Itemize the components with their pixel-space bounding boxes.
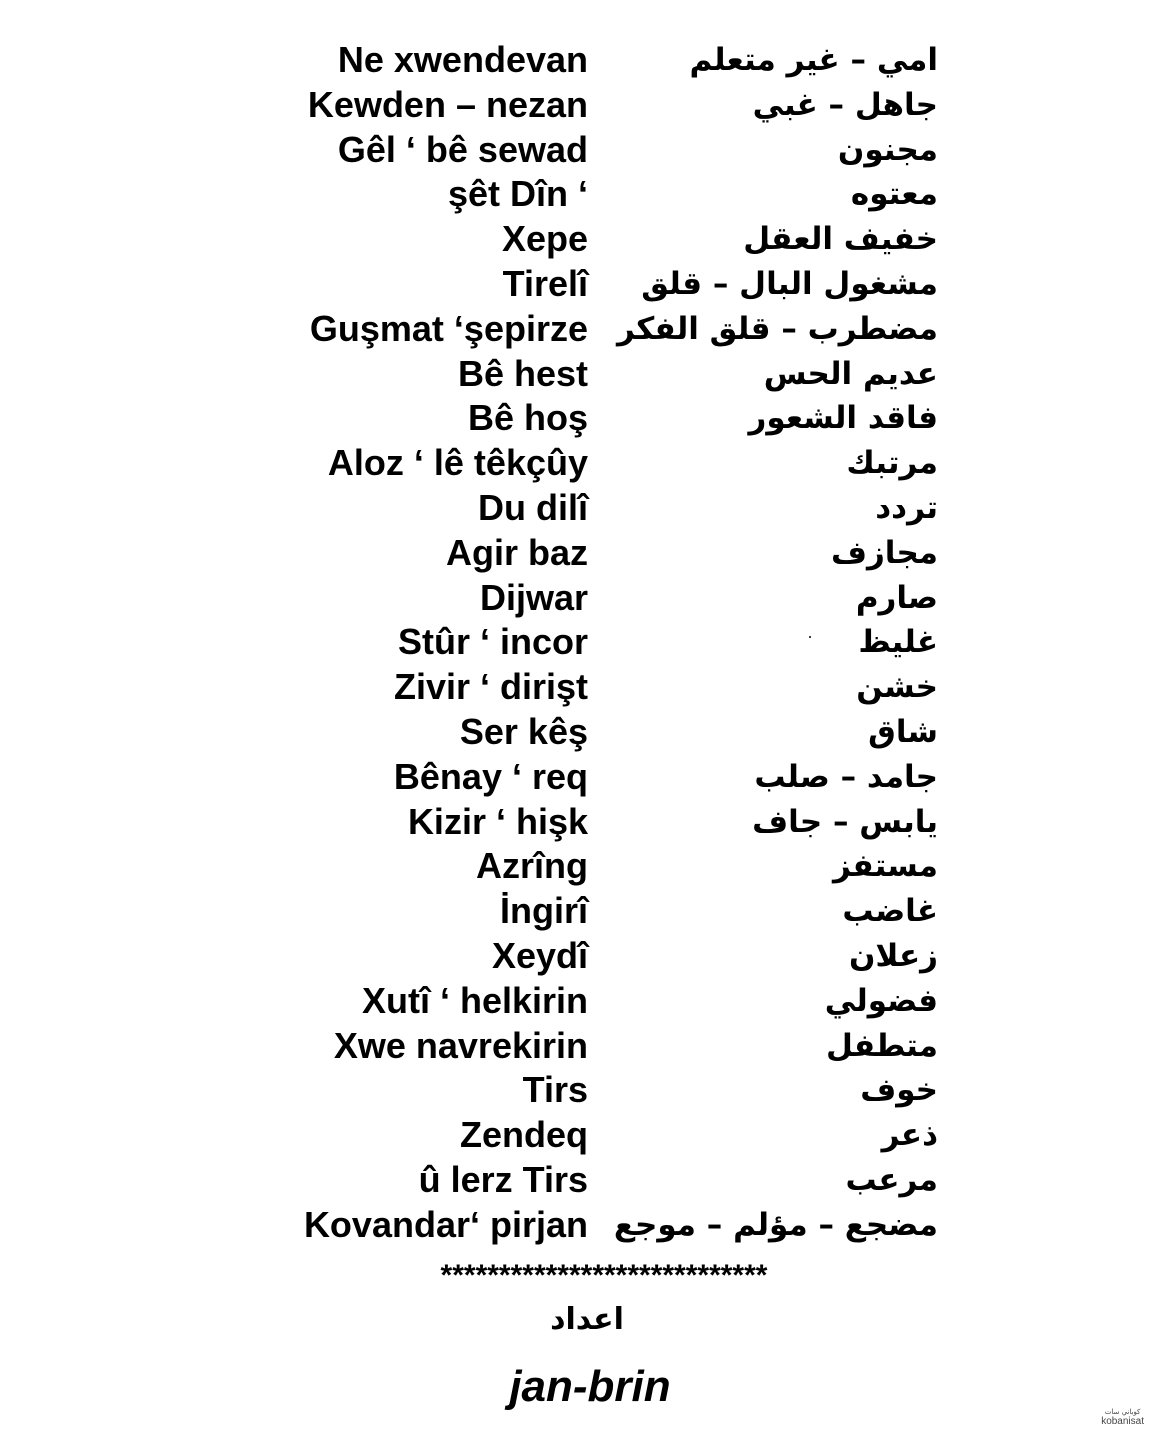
glossary-row — [0, 1068, 1152, 1113]
glossary-row — [0, 889, 1152, 934]
kurdish-term: Guşmat ‘şepirze — [309, 307, 588, 349]
glossary-list — [0, 38, 1152, 1247]
arabic-term: تردد — [875, 489, 938, 526]
glossary-row — [0, 1158, 1152, 1203]
watermark-arabic: كوباني سات — [1104, 1408, 1141, 1416]
glossary-row — [0, 262, 1152, 307]
arabic-term: فاقد الشعور — [748, 400, 938, 437]
glossary-row — [0, 307, 1152, 352]
kurdish-term: Gêl ‘ bê sewad — [337, 128, 588, 170]
prepared-by-label: اعداد — [550, 1302, 624, 1337]
arabic-term: مجنون — [837, 131, 938, 168]
site-watermark — [1101, 1407, 1144, 1427]
glossary-row — [0, 172, 1152, 217]
kurdish-term: Bê hest — [457, 352, 588, 394]
kurdish-term: Kizir ‘ hişk — [407, 800, 588, 842]
kurdish-term: Kovandar‘ pirjan — [303, 1203, 588, 1245]
glossary-row — [0, 38, 1152, 83]
arabic-term: شاق — [868, 713, 938, 750]
glossary-row — [0, 128, 1152, 173]
glossary-row — [0, 83, 1152, 128]
arabic-term: متطفل — [825, 1027, 938, 1064]
arabic-term: خوف — [860, 1072, 938, 1109]
arabic-term: جاهل – غبي — [752, 86, 938, 123]
glossary-row — [0, 710, 1152, 755]
arabic-term: معتوه — [850, 176, 938, 213]
arabic-term: امي – غير متعلم — [689, 42, 938, 78]
kurdish-term: Du dilî — [478, 486, 588, 528]
glossary-row — [0, 1203, 1152, 1247]
glossary-row — [0, 396, 1152, 441]
asterisk-separator: **************************** — [440, 1259, 768, 1292]
arabic-term: مرتبك — [846, 445, 938, 482]
kurdish-term: Tirelî — [502, 262, 588, 304]
glossary-row — [0, 1024, 1152, 1069]
kurdish-term: Agir baz — [445, 531, 588, 573]
arabic-term: فضولي — [824, 982, 938, 1019]
glossary-row — [0, 1113, 1152, 1158]
kurdish-term: Bê hoş — [467, 397, 588, 439]
arabic-term: غليظ — [858, 624, 938, 661]
kurdish-term: Kewden – nezan — [307, 83, 588, 125]
arabic-term: غاضب — [842, 893, 938, 930]
kurdish-term: Zendeq — [459, 1114, 588, 1156]
glossary-row — [0, 755, 1152, 800]
kurdish-term: İngirî — [500, 890, 588, 932]
kurdish-term: Azrîng — [476, 845, 588, 887]
kurdish-term: Dijwar — [479, 576, 588, 618]
ink-speck — [809, 636, 811, 638]
kurdish-term: Bênay ‘ req — [393, 755, 588, 797]
author-signature: jan-brin — [509, 1362, 671, 1411]
arabic-term: مجازف — [830, 534, 938, 571]
kurdish-term: Stûr ‘ incor — [397, 621, 588, 663]
glossary-row — [0, 441, 1152, 486]
kurdish-term: û lerz Tirs — [418, 1158, 588, 1200]
arabic-term: خفيف العقل — [743, 221, 938, 258]
kurdish-term: Xwe navrekirin — [333, 1024, 588, 1066]
arabic-term: جامد – صلب — [754, 758, 938, 795]
glossary-row — [0, 844, 1152, 889]
arabic-term: مستفز — [833, 848, 938, 885]
watermark-latin: kobanisat — [1101, 1416, 1144, 1427]
kurdish-term: Aloz ‘ lê têkçûy — [327, 442, 588, 484]
glossary-row — [0, 217, 1152, 262]
glossary-row — [0, 576, 1152, 621]
arabic-term: زعلان — [848, 937, 938, 974]
glossary-row — [0, 352, 1152, 397]
glossary-row — [0, 486, 1152, 531]
arabic-term: ذعر — [881, 1117, 938, 1154]
arabic-term: مضطرب – قلق الفكر — [616, 310, 938, 347]
kurdish-term: Xepe — [501, 218, 588, 260]
arabic-term: مشغول البال – قلق — [641, 265, 938, 302]
kurdish-term: şêt Dîn ‘ — [447, 173, 588, 215]
arabic-term: عديم الحس — [763, 355, 938, 392]
glossary-row — [0, 620, 1152, 665]
arabic-term: صارم — [855, 579, 938, 616]
kurdish-term: Xeydî — [491, 934, 588, 976]
arabic-term: خشن — [856, 669, 938, 706]
kurdish-term: Ne xwendevan — [337, 39, 588, 80]
kurdish-term: Tirs — [522, 1069, 588, 1111]
glossary-row — [0, 665, 1152, 710]
glossary-row — [0, 979, 1152, 1024]
kurdish-term: Ser kêş — [459, 710, 588, 752]
arabic-term: مرعب — [845, 1161, 938, 1198]
kurdish-term: Zivir ‘ dirişt — [393, 666, 588, 708]
glossary-row — [0, 800, 1152, 845]
arabic-term: يابس – جاف — [752, 803, 938, 840]
glossary-row — [0, 934, 1152, 979]
kurdish-term: Xutî ‘ helkirin — [361, 979, 588, 1021]
arabic-term: مضجع – مؤلم – موجع — [613, 1206, 938, 1243]
glossary-row — [0, 531, 1152, 576]
